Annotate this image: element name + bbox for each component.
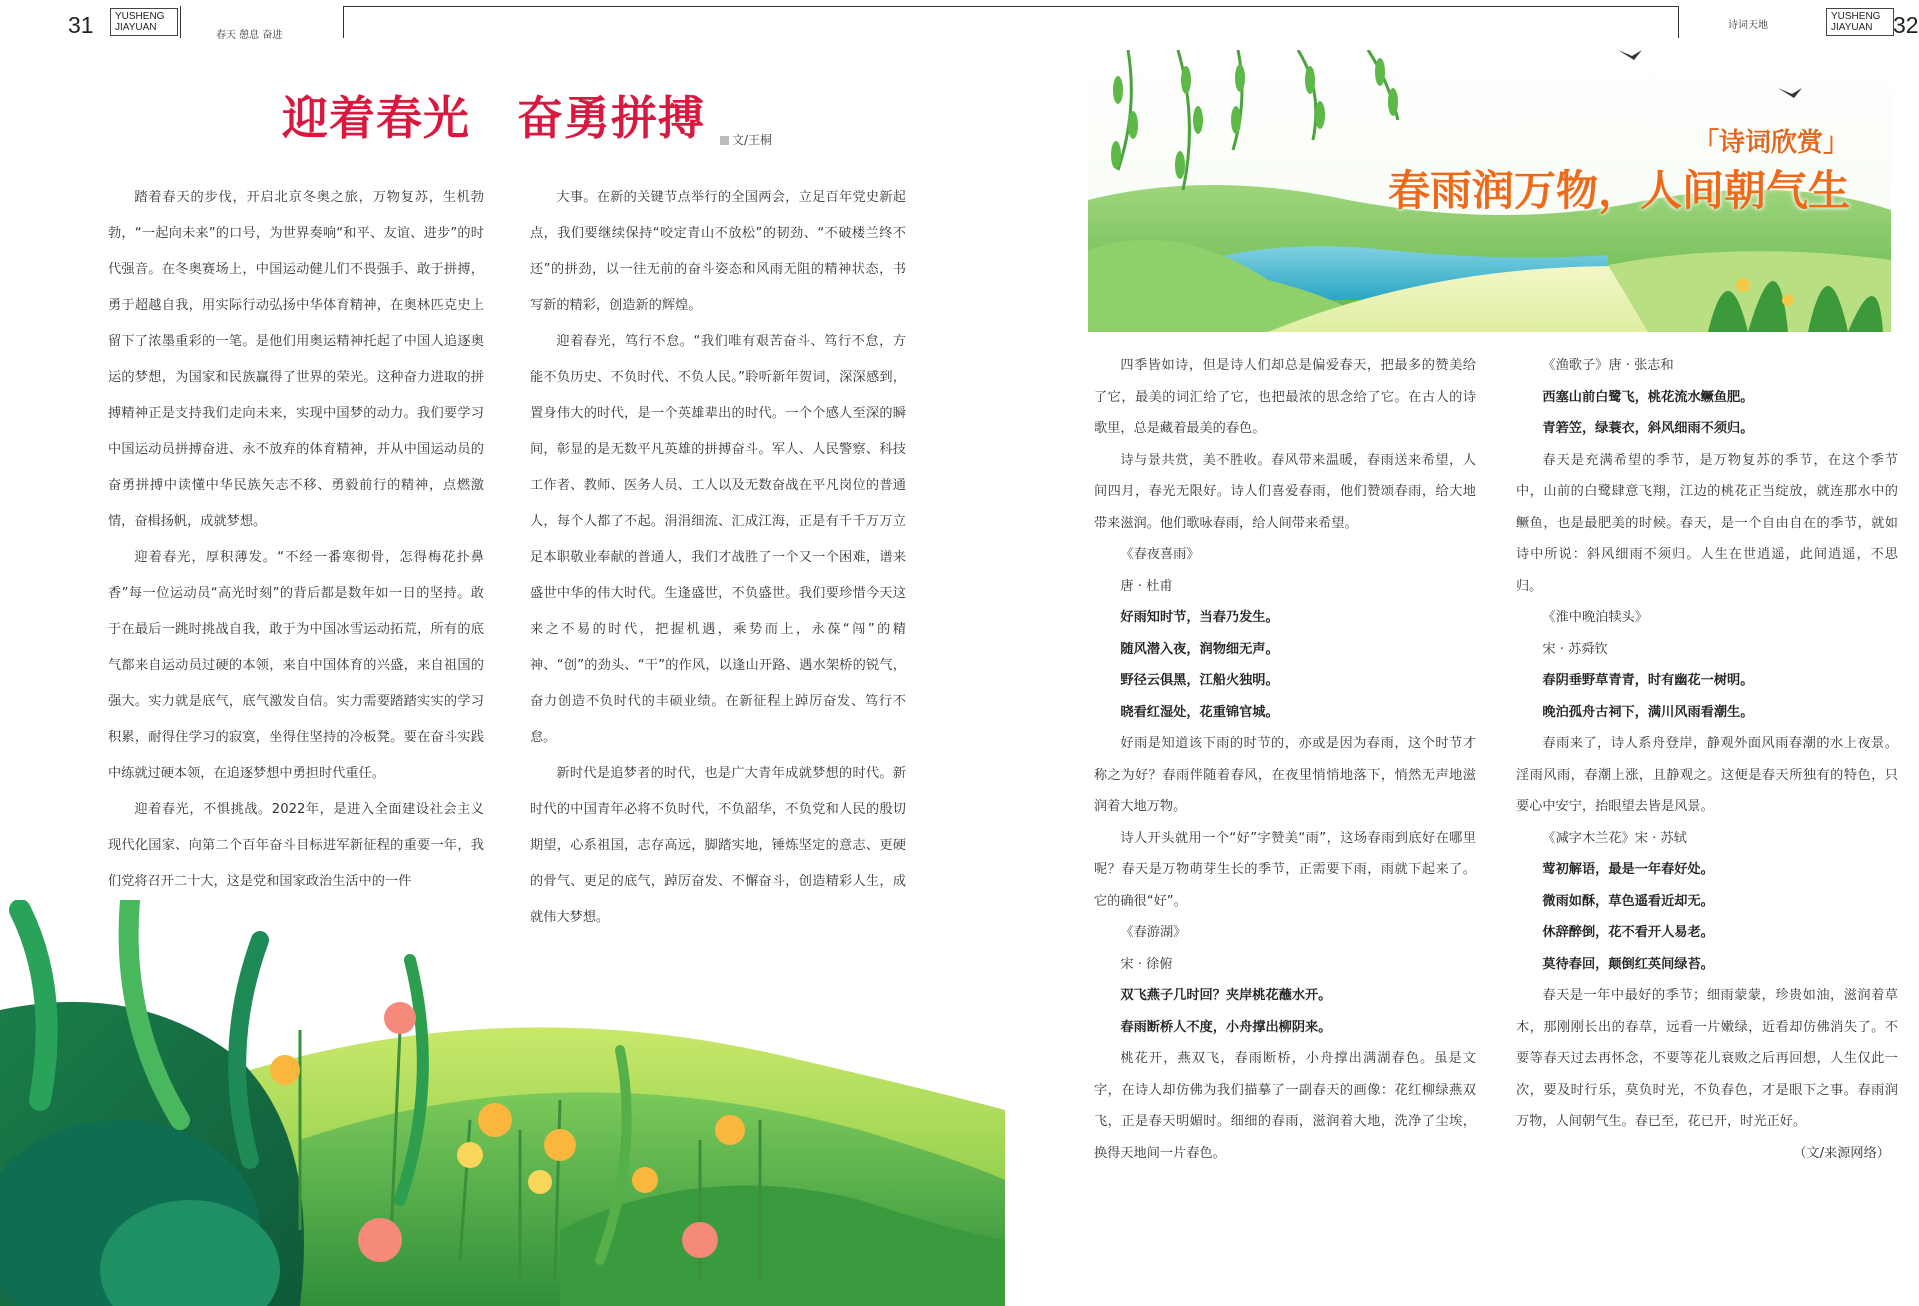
poem-heading: 《春游湖》: [1120, 925, 1187, 940]
paragraph: 迎着春光，厚积薄发。“不经一番寒彻骨，怎得梅花扑鼻香”每一位运动员“高光时刻”的背后都是数年如一日的坚持。敢于在最后一跳时挑战自我，敢于为中国冰雪运动拓荒，所有的底气都来自运动员过硬的本领，来自中国体育的兴盛，来自祖国的强大。实力就是底气，底气激发自信。实力需要踏踏实实的学习积累，耐得住学习的寂寞，坐得住坚持的冷板凳。要在奋斗实践中练就过硬本领，在追逐梦想中勇担时代重任。: [108, 550, 484, 781]
source-note: （文/来源网络）: [1793, 1145, 1890, 1161]
poem-line: 莺初解语，最是一年春好处。: [1542, 862, 1714, 877]
paragraph: 诗人开头就用一个“好”字赞美“雨”，这场春雨到底好在哪里呢？春天是万物萌芽生长的季节，正需要下雨，雨就下起来了。它的确很“好”。: [1094, 830, 1476, 909]
paragraph: 迎着春光，笃行不怠。“我们唯有艰苦奋斗、笃行不怠，方能不负历史、不负时代、不负人民。”聆听新年贺词，深深感到，置身伟大的时代，是一个英雄辈出的时代。一个个感人至深的瞬间，彰显的是无数平凡英雄的拼搏奋斗。军人、人民警察、科技工作者、教师、医务人员、工人以及无数奋战在平凡岗位的普通人，每个人都了不起。涓涓细流、汇成江海，正是有千千万万立足本职敬业奉献的普通人，我们才战胜了一个又一个困难，谱来盛世中华的伟大时代。生逢盛世，不负盛世。我们要珍惜今天这来之不易的时代，把握机遇，乘势而上，永葆“闯”的精神、“创”的劲头、“干”的作风，以逢山开路、遇水架桥的锐气，奋力创造不负时代的丰硕业绩。在新征程上踔厉奋发、笃行不怠。: [530, 334, 906, 745]
poem-heading: 唐 · 杜甫: [1120, 578, 1173, 594]
header-divider-left: [180, 6, 181, 38]
right-page-number: 32: [1893, 12, 1919, 38]
left-page-number: 31: [68, 12, 94, 38]
poem-line: 双飞燕子几时回？夹岸桃花蘸水开。: [1120, 988, 1332, 1003]
poem-heading: 《春夜喜雨》: [1120, 547, 1200, 562]
header-divider-right: [1678, 6, 1679, 38]
left-column-2: [530, 180, 906, 936]
left-article-author: 文/王桐: [720, 131, 772, 148]
poem-heading: 《减字木兰花》宋 · 苏轼: [1542, 830, 1687, 846]
right-column-2: [1516, 350, 1898, 1169]
paragraph: 好雨是知道该下雨的时节的，亦或是因为春雨，这个时节才称之为好？春雨伴随着春风，在夜里悄悄地落下，悄然无声地滋润着大地万物。: [1094, 736, 1476, 814]
right-logo: YUSHENG JIAYUAN: [1826, 8, 1894, 36]
header-divider-left-2: [343, 6, 344, 38]
poem-heading: 宋 · 苏舜钦: [1542, 641, 1608, 657]
poem-line: 西塞山前白鹭飞，桃花流水鳜鱼肥。: [1542, 389, 1754, 405]
paragraph: 春天是充满希望的季节，是万物复苏的季节，在这个季节中，山前的白鹭肆意飞翔，江边的桃花正当绽放，就连那水中的鳜鱼，也是最肥美的时候。春天，是一个自由自在的季节，就如诗中所说：斜风细雨不须归。人生在世逍遥，此间逍遥，不思归。: [1516, 452, 1898, 594]
paragraph: 大事。在新的关键节点举行的全国两会，立足百年党史新起点，我们要继续保持“咬定青山不放松”的韧劲、“不破楼兰终不还”的拼劲，以一往无前的奋斗姿态和风雨无阻的精神状态，书写新的精彩，创造新的辉煌。: [530, 190, 906, 313]
poem-line: 微雨如酥，草色遥看近却无。: [1542, 893, 1714, 909]
paragraph: 新时代是追梦者的时代，也是广大青年成就梦想的时代。新时代的中国青年必将不负时代，不负韶华，不负党和人民的殷切期望，心系祖国，志存高远，脚踏实地，锤炼坚定的意志、更硬的骨气、更足的底气，踔厉奋发、不懈奋斗，创造精彩人生，成就伟大梦想。: [530, 766, 906, 925]
paragraph: 春雨来了，诗人系舟登岸，静观外面风雨春潮的水上夜景。淫雨风雨，春潮上涨，且静观之。这便是春天所独有的特色，只要心中安宁，抬眼望去皆是风景。: [1516, 736, 1898, 814]
left-article-title: 迎着春光 奋勇拼搏: [282, 91, 705, 145]
flower-illustration: [0, 900, 1005, 1306]
right-column-1: [1094, 350, 1476, 1169]
poem-line: 野径云俱黑，江船火独明。: [1120, 673, 1279, 688]
banner-subtitle: 「诗词欣赏」: [1693, 128, 1850, 158]
poem-line: 晚泊孤舟古祠下，满川风雨看潮生。: [1542, 704, 1754, 720]
poem-line: 青箬笠，绿蓑衣，斜风细雨不须归。: [1542, 421, 1754, 436]
header-rule: [343, 6, 1678, 7]
poem-heading: 《淮中晚泊犊头》: [1542, 610, 1648, 625]
poem-line: 春雨断桥人不度，小舟撑出柳阴来。: [1120, 1019, 1332, 1035]
poem-line: 好雨知时节，当春乃发生。: [1120, 610, 1279, 625]
right-section-text: 诗词天地: [1728, 20, 1768, 31]
banner-title: 春雨润万物，人间朝气生: [1388, 166, 1851, 215]
paragraph: 四季皆如诗，但是诗人们却总是偏爱春天，把最多的赞美给了它，最美的词汇给了它，也把最浓的思念给了它。在古人的诗歌里，总是藏着最美的春色。: [1094, 358, 1476, 436]
poem-line: 休辞醉倒，花不看开人易老。: [1542, 925, 1714, 940]
paragraph: 桃花开，燕双飞，春雨断桥，小舟撑出满湖春色。虽是文字，在诗人却仿佛为我们描摹了一副春天的画像：花红柳绿燕双飞，正是春天明媚时。细细的春雨，滋润着大地，洗净了尘埃，换得天地间一片春色。: [1094, 1051, 1476, 1161]
poem-line: 莫待春回，颠倒红英间绿苔。: [1542, 956, 1714, 972]
poem-heading: 宋 · 徐俯: [1120, 956, 1173, 972]
left-column-1: [108, 180, 484, 900]
paragraph: 诗与景共赏，美不胜收。春风带来温暖，春雨送来希望，人间四月，春光无限好。诗人们喜爱春雨，他们赞颂春雨，给大地带来滋润。他们歌咏春雨，给人间带来希望。: [1094, 452, 1476, 531]
poem-heading: 《渔歌子》唐 · 张志和: [1542, 358, 1674, 373]
left-section-text: 春天 憩息 奋进: [216, 30, 283, 41]
poem-line: 晓看红湿处，花重锦官城。: [1120, 704, 1279, 720]
poem-line: 随风潜入夜，润物细无声。: [1120, 641, 1279, 657]
paragraph: 踏着春天的步伐，开启北京冬奥之旅，万物复苏，生机勃勃，“一起向未来”的口号，为世界奏响“和平、友谊、进步”的时代强音。在冬奥赛场上，中国运动健儿们不畏强手、敢于拼搏，勇于超越自我，用实际行动弘扬中华体育精神，在奥林匹克史上留下了浓墨重彩的一笔。是他们用奥运精神托起了中国人追逐奥运的梦想，为国家和民族赢得了世界的荣光。这种奋力进取的拼搏精神正是支持我们走向未来，实现中国梦的动力。我们要学习中国运动员拼搏奋进、永不放弃的体育精神，并从中国运动员的奋勇拼搏中读懂中华民族矢志不移、勇毅前行的精神，点燃激情，奋楫扬帆，成就梦想。: [108, 190, 484, 529]
left-logo: YUSHENG JIAYUAN: [110, 8, 178, 36]
paragraph: 迎着春光，不惧挑战。2022年，是进入全面建设社会主义现代化国家、向第二个百年奋斗目标进军新征程的重要一年，我们党将召开二十大，这是党和国家政治生活中的一件: [108, 802, 484, 889]
paragraph: 春天是一年中最好的季节；细雨蒙蒙，珍贵如油，滋润着草木，那刚刚长出的春草，远看一片嫩绿，近看却仿佛消失了。不要等春天过去再怀念，不要等花儿衰败之后再回想，人生仅此一次，要及时行乐，莫负时光，不负春色，才是眼下之事。春雨润万物，人间朝气生。春已至，花已开，时光正好。: [1516, 988, 1898, 1129]
poem-line: 春阴垂野草青青，时有幽花一树明。: [1542, 673, 1754, 688]
